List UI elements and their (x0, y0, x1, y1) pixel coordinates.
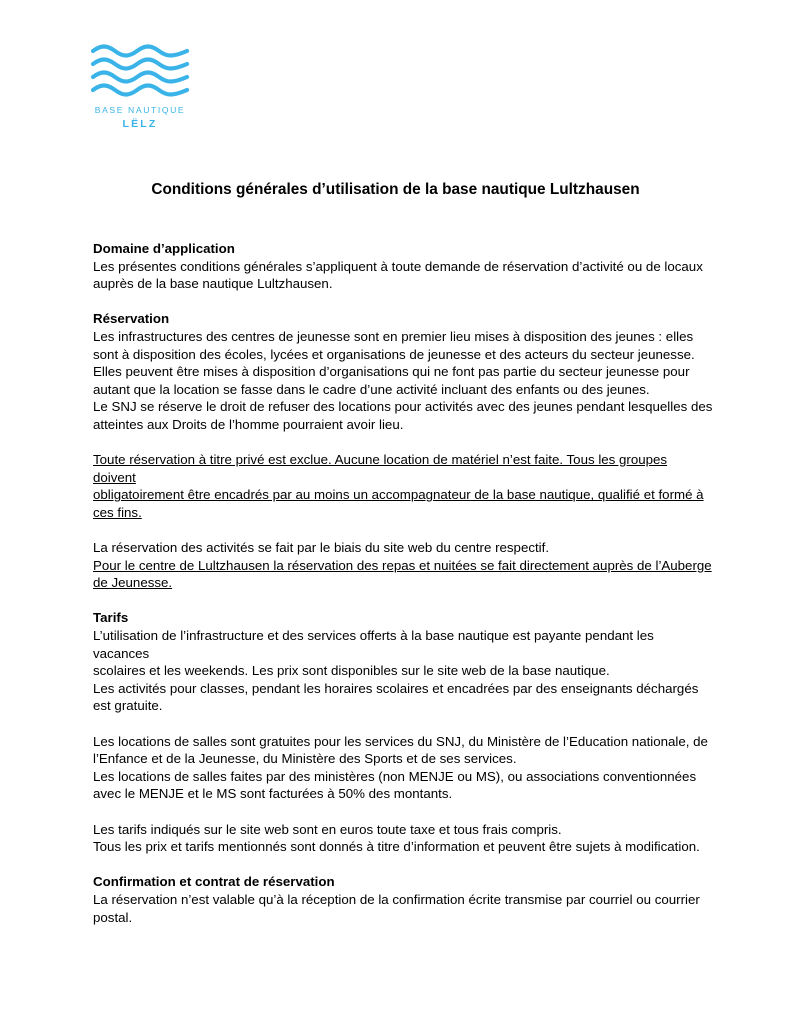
paragraph-line: auprès de la base nautique Lultzhausen. (93, 276, 333, 292)
document-body (93, 240, 713, 944)
paragraph-line: La réservation des activités se fait par le biais du site web du centre respectif. (93, 540, 550, 556)
paragraph-line: postal. (93, 909, 133, 925)
paragraph-room-rentals (93, 733, 713, 803)
paragraph-line: Elles peuvent être mises à disposition d’organisations qui ne font pas partie du secteur jeunesse pour (93, 364, 690, 380)
underlined-line: Toute réservation à titre privé est exclue. Aucune location de matériel n’est faite. Tous les groupes doivent (93, 452, 668, 485)
document-title: Conditions générales d’utilisation de la base nautique Lultzhausen (151, 181, 640, 198)
paragraph-line: est gratuite. (93, 698, 163, 714)
section-reservation (93, 310, 713, 433)
logo-text-line2: LËLZ (122, 118, 158, 130)
paragraph-line: Les présentes conditions générales s’appliquent à toute demande de réservation d’activité ou de locaux (93, 258, 703, 274)
section-heading: Domaine d’application (93, 241, 235, 256)
paragraph-line: l’Enfance et de la Jeunesse, du Ministère des Sports et de ses services. (93, 751, 517, 767)
paragraph-line: Les locations de salles sont gratuites pour les services du SNJ, du Ministère de l’Education nationale, de (93, 733, 708, 749)
paragraph-prices-info (93, 821, 713, 856)
paragraph-line: atteintes aux Droits de l’homme pourraient avoir lieu. (93, 416, 404, 432)
section-heading: Réservation (93, 311, 170, 327)
underlined-line: Pour le centre de Lultzhausen la réservation des repas et nuitées se fait directement auprès de l’Auberge (93, 557, 712, 573)
paragraph-line: autant que la location se fasse dans le cadre d’une activité incluant des enfants ou des jeunes. (93, 381, 650, 397)
wave-lines-icon (93, 47, 187, 95)
paragraph-line: scolaires et les weekends. Les prix sont disponibles sur le site web de la base nautique. (93, 663, 610, 679)
paragraph-booking-website (93, 539, 713, 592)
paragraph-line: Le SNJ se réserve le droit de refuser des locations pour activités avec des jeunes pendant lesquelles des (93, 399, 713, 415)
paragraph-line: L’utilisation de l’infrastructure et des services offerts à la base nautique est payante pendant les vacances (93, 628, 654, 661)
logo-text-line1: BASE NAUTIQUE (94, 105, 186, 115)
section-heading: Confirmation et contrat de réservation (93, 874, 335, 890)
paragraph-line: Tous les prix et tarifs mentionnés sont donnés à titre d’information et peuvent être sujets à modification. (93, 839, 700, 855)
underlined-line: obligatoirement être encadrés par au moins un accompagnateur de la base nautique, qualifié et formé à (93, 487, 704, 503)
section-confirmation (93, 873, 713, 926)
paragraph-line: sont à disposition des écoles, lycées et organisations de jeunesse et des acteurs du secteur jeunesse. (93, 346, 695, 362)
base-nautique-lelz-logo (88, 42, 192, 132)
underlined-line: ces fins. (93, 504, 142, 520)
paragraph-line: Les infrastructures des centres de jeunesse sont en premier lieu mises à disposition des jeunes : elles (93, 328, 694, 344)
paragraph-private-booking (93, 451, 713, 521)
paragraph-line: avec le MENJE et le MS sont facturées à 50% des montants. (93, 786, 453, 802)
section-tarifs (93, 609, 713, 715)
section-domaine (93, 240, 713, 293)
section-heading: Tarifs (93, 610, 129, 626)
paragraph-line: Les tarifs indiqués sur le site web sont en euros toute taxe et tous frais compris. (93, 821, 562, 837)
paragraph-line: La réservation n’est valable qu’à la réception de la confirmation écrite transmise par courriel ou courrier (93, 891, 700, 907)
paragraph-line: Les locations de salles faites par des ministères (non MENJE ou MS), ou associations conventionnées (93, 768, 697, 784)
underlined-line: de Jeunesse. (93, 575, 173, 591)
paragraph-line: Les activités pour classes, pendant les horaires scolaires et encadrées par des enseignants déchargés (93, 680, 699, 696)
